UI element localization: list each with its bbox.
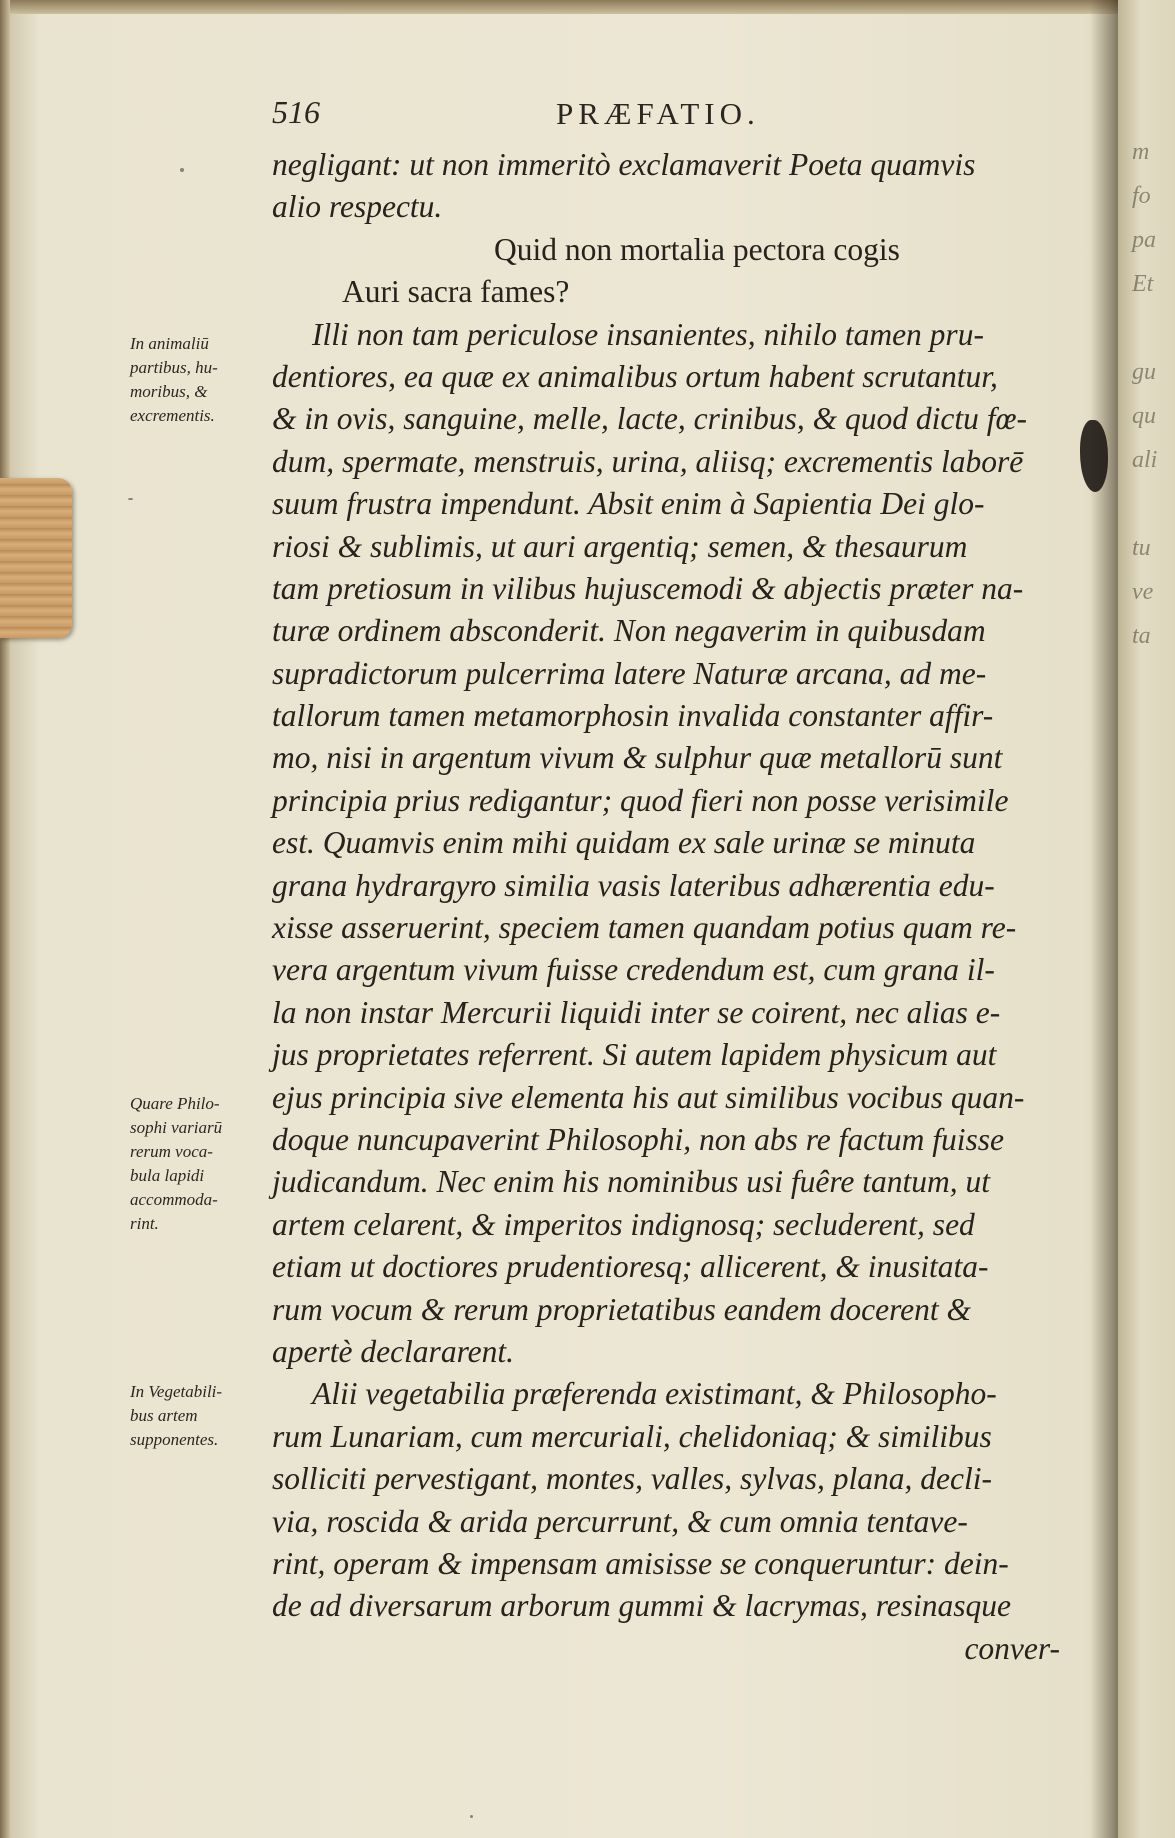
- margin-note-vegetabilibus: [130, 1380, 270, 1452]
- text-line: rum vocum & rerum proprietatibus eandem docerent &: [272, 1291, 972, 1327]
- margin-note-line: In Vegetabili-: [130, 1382, 223, 1401]
- text-line: de ad diversarum arborum gummi & lacrymas, resinasque: [272, 1588, 1012, 1624]
- text-line: & in ovis, sanguine, melle, lacte, crinibus, & quod dictu fœ-: [272, 401, 1028, 437]
- ink-blot: [1080, 420, 1108, 492]
- text-line: via, roscida & arida percurrunt, & cum omnia tentave-: [272, 1503, 968, 1539]
- margin-note-line: accommoda-: [130, 1190, 218, 1209]
- text-line: tallorum tamen metamorphosin invalida constanter affir-: [272, 698, 994, 734]
- catchword: conver-: [964, 1630, 1060, 1666]
- text-line: suum frustra impendunt. Absit enim à Sapientia Dei glo-: [272, 486, 985, 522]
- margin-note-line: sophi variarū: [130, 1118, 223, 1137]
- text-line: dum, spermate, menstruis, urina, aliisq; excrementis laborē: [272, 443, 1024, 479]
- text-line: negligant: ut non immeritò exclamaverit Poeta quamvis: [272, 147, 976, 182]
- text-line: la non instar Mercurii liquidi inter se coirent, nec alias e-: [272, 994, 1001, 1030]
- text-line: xisse asseruerint, speciem tamen quandam potius quam re-: [272, 910, 1017, 946]
- margin-note-line: rint.: [130, 1214, 159, 1233]
- text-line: est. Quamvis enim mihi quidam ex sale urinæ se minuta: [272, 825, 976, 861]
- text-line: turæ ordinem absconderit. Non negaverim in quibusdam: [272, 613, 986, 649]
- paper-tab: [0, 478, 72, 638]
- text-line: mo, nisi in argentum vivum & sulphur quæ metallorū sunt: [272, 740, 1003, 776]
- text-line: supradictorum pulcerrima latere Naturæ arcana, ad me-: [272, 655, 987, 691]
- margin-note-line: bula lapidi: [130, 1166, 205, 1185]
- text-line: solliciti pervestigant, montes, valles, sylvas, plana, decli-: [272, 1461, 992, 1497]
- text-line: vera argentum vivum fuisse credendum est, cum grana il-: [272, 952, 995, 988]
- page-header: [272, 94, 1072, 144]
- margin-note-line: bus artem: [130, 1406, 198, 1425]
- text-line: judicandum. Nec enim his nominibus usi fuêre tantum, ut: [272, 1164, 991, 1200]
- text-line: Auri sacra fames?: [342, 274, 570, 310]
- text-line: rint, operam & impensam amisisse se conqueruntur: dein-: [272, 1545, 1009, 1581]
- paper-speck: [180, 168, 184, 172]
- margin-note-line: supponentes.: [130, 1430, 219, 1449]
- margin-note-philosophi: [130, 1092, 270, 1236]
- text-line: Quid non mortalia pectora cogis: [494, 231, 900, 267]
- margin-note-line: Quare Philo-: [130, 1094, 220, 1113]
- text-line: etiam ut doctiores prudentioresq; allicerent, & inusitata-: [272, 1249, 989, 1285]
- adjacent-page-edge: m fo pa Et gu qu ali tu ve ta: [1118, 0, 1175, 1838]
- text-line: Illi non tam periculose insanientes, nihilo tamen pru-: [312, 316, 984, 352]
- text-line: principia prius redigantur; quod fieri non posse verisimile: [272, 782, 1009, 818]
- text-line: doque nuncupaverint Philosophi, non abs re factum fuisse: [272, 1121, 1005, 1157]
- paper-speck: [128, 498, 133, 500]
- text-line: grana hydrargyro similia vasis lateribus adhærentia edu-: [272, 867, 995, 903]
- margin-note-line: In animaliū: [130, 334, 209, 353]
- main-text-block: [272, 144, 1080, 1670]
- margin-note-line: rerum voca-: [130, 1142, 213, 1161]
- text-line: rum Lunariam, cum mercuriali, chelidoniaq; & similibus: [272, 1418, 992, 1454]
- margin-note-line: partibus, hu-: [130, 358, 218, 377]
- page-top-edge: [0, 0, 1175, 14]
- text-line: tam pretiosum in vilibus hujuscemodi & abjectis præter na-: [272, 570, 1024, 606]
- text-line: riosi & sublimis, ut auri argentiq; semen, & thesaurum: [272, 528, 968, 564]
- margin-note-line: moribus, &: [130, 382, 208, 401]
- text-line: dentiores, ea quæ ex animalibus ortum habent scrutantur,: [272, 358, 998, 394]
- running-head: PRÆFATIO.: [556, 96, 760, 131]
- paper-speck: [470, 1815, 473, 1818]
- margin-note-animal: [130, 332, 270, 428]
- gutter-shadow: [1090, 0, 1120, 1838]
- text-line: jus proprietates referrent. Si autem lapidem physicum aut: [272, 1037, 997, 1073]
- margin-note-line: excrementis.: [130, 406, 215, 425]
- text-line: ejus principia sive elementa his aut similibus vocibus quan-: [272, 1079, 1025, 1115]
- text-line: alio respectu.: [272, 189, 443, 225]
- page-left-edge: [0, 0, 10, 1838]
- page-number: 516: [272, 94, 320, 130]
- text-line: apertè declararent.: [272, 1333, 515, 1369]
- text-line: artem celarent, & imperitos indignosq; secluderent, sed: [272, 1206, 975, 1242]
- text-line: Alii vegetabilia præferenda existimant, & Philosopho-: [312, 1376, 997, 1412]
